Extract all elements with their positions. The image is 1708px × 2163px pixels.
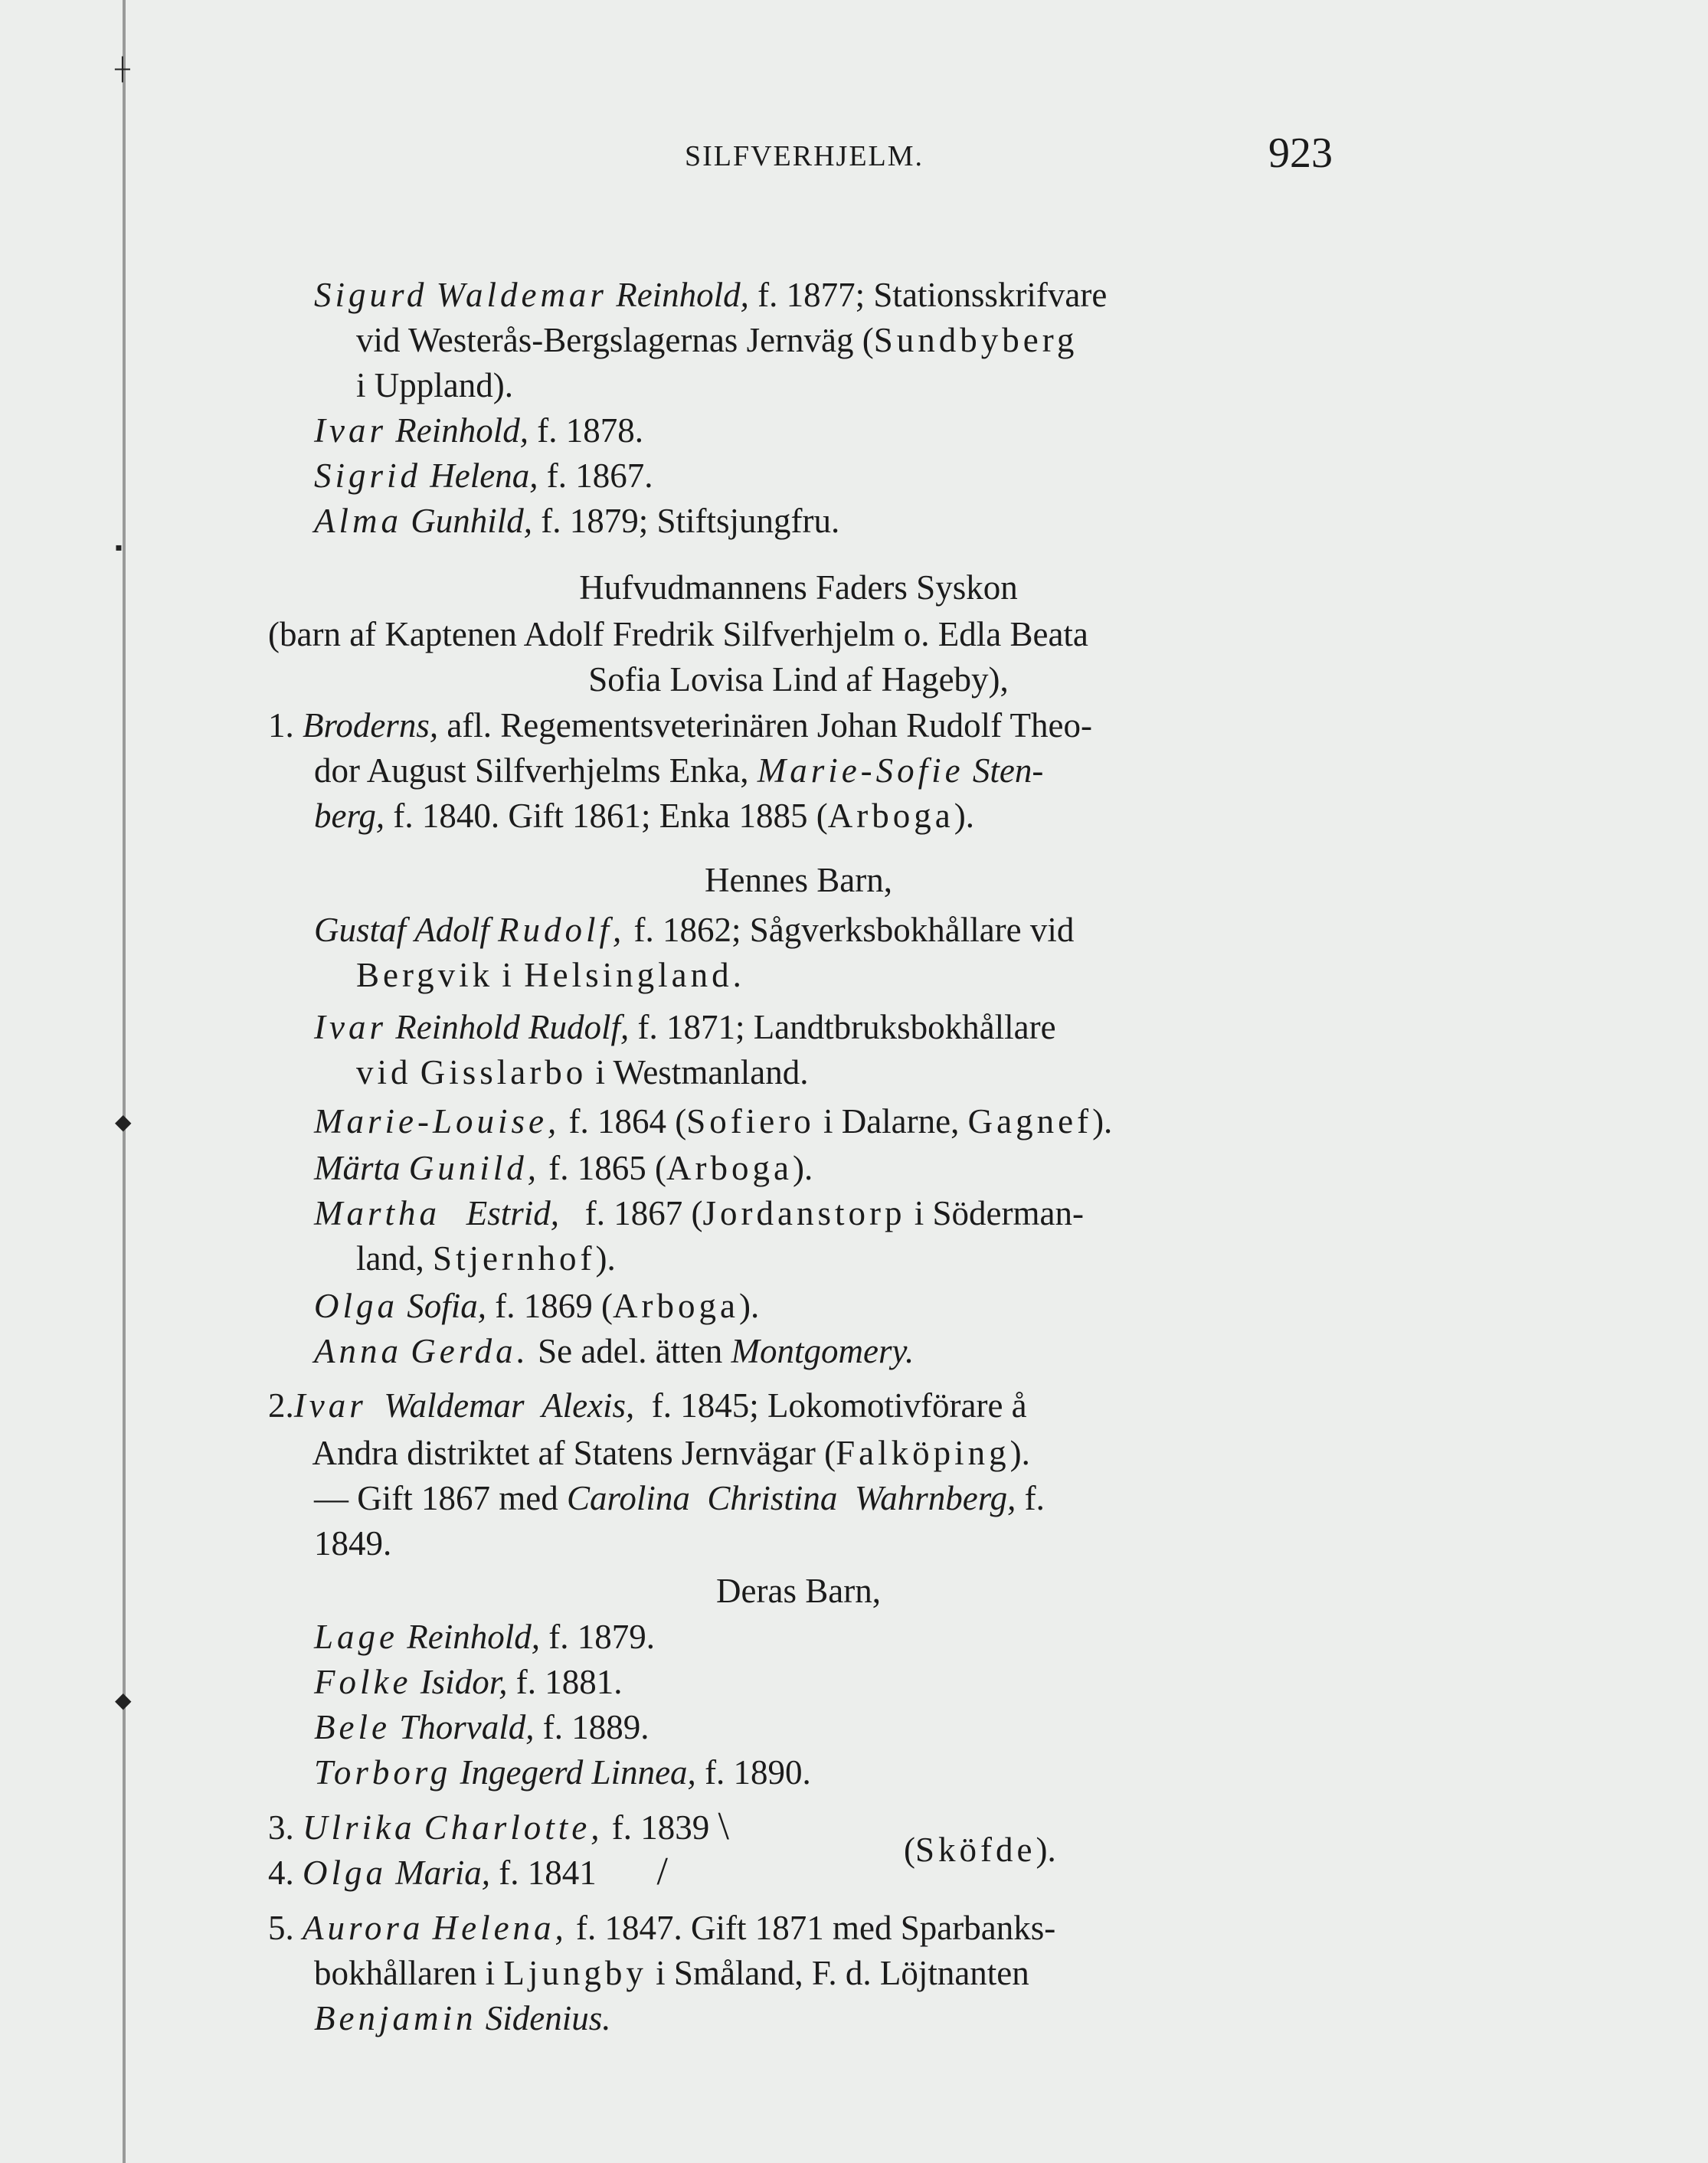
edge-tick-mark: ◆ (115, 1689, 132, 1713)
running-title: SILFVERHJELM. (684, 140, 924, 172)
text-line: 5. Aurora Helena, f. 1847. Gift 1871 med Sparbanks- (268, 1909, 1056, 1947)
text-line: vid Gisslarbo i Westmanland. (356, 1053, 809, 1091)
text-line: Bele Thorvald, f. 1889. (314, 1708, 649, 1746)
text-line: Olga Sofia, f. 1869 (Arboga). (314, 1287, 760, 1325)
page-number: 923 (1268, 129, 1333, 177)
text-line: 4. Olga Maria, f. 1841 / (268, 1850, 668, 1893)
text-line: dor August Silfverhjelms Enka, Marie-Sofie Sten- (314, 751, 1044, 790)
text-line: land, Stjernhof). (356, 1239, 616, 1278)
text-line: Märta Gunild, f. 1865 (Arboga). (314, 1149, 813, 1187)
text-line: Sofia Lovisa Lind af Hageby), (588, 660, 1009, 699)
text-line: Gustaf Adolf Rudolf, f. 1862; Sågverksbokhållare vid (314, 911, 1075, 949)
text-line: Ivar Reinhold Rudolf, f. 1871; Landtbruksbokhållare (314, 1008, 1056, 1046)
text-line: bokhållaren i Ljungby i Småland, F. d. Löjtnanten (314, 1954, 1029, 1992)
text-line: Torborg Ingegerd Linnea, f. 1890. (314, 1753, 811, 1792)
section-heading: Hennes Barn, (705, 861, 892, 899)
text-line: Sigurd Waldemar Reinhold, f. 1877; Stationsskrifvare (314, 276, 1108, 314)
text-line: Folke Isidor, f. 1881. (314, 1663, 623, 1701)
text-line: 1849. (314, 1524, 392, 1563)
section-heading: Hufvudmannens Faders Syskon (579, 568, 1018, 607)
text-line: 3. Ulrika Charlotte, f. 1839 \ (268, 1805, 729, 1848)
text-line: Bergvik i Helsingland. (356, 956, 745, 994)
text-line: — Gift 1867 med Carolina Christina Wahrnberg, f. (314, 1479, 1045, 1517)
binding-edge-line (123, 0, 126, 2163)
text-line: (Sköfde). (904, 1831, 1056, 1869)
section-heading: Deras Barn, (716, 1572, 881, 1610)
text-line: i Uppland). (356, 366, 513, 404)
text-line: Marie-Louise, f. 1864 (Sofiero i Dalarne, Gagnef). (314, 1102, 1113, 1140)
text-line: Alma Gunhild, f. 1879; Stiftsjungfru. (314, 502, 840, 540)
edge-tick-mark: ┼ (115, 57, 130, 81)
text-line: Ivar Reinhold, f. 1878. (314, 411, 643, 450)
edge-tick-mark: ◆ (115, 1111, 132, 1134)
text-line: Martha Estrid, f. 1867 (Jordanstorp i Söderman- (314, 1194, 1084, 1232)
text-line: vid Westerås-Bergslagernas Jernväg (Sundbyberg (356, 321, 1078, 359)
text-line: Lage Reinhold, f. 1879. (314, 1618, 655, 1656)
text-line: Andra distriktet af Statens Jernvägar (Falköping). (312, 1434, 1030, 1472)
page-header (276, 129, 1333, 182)
text-line: 1. Broderns, afl. Regementsveterinären Johan Rudolf Theo- (268, 706, 1092, 744)
text-line: Sigrid Helena, f. 1867. (314, 456, 653, 495)
text-line: (barn af Kaptenen Adolf Fredrik Silfverhjelm o. Edla Beata (268, 615, 1088, 653)
text-line: berg, f. 1840. Gift 1861; Enka 1885 (Arboga). (314, 797, 974, 835)
edge-tick-mark: ▪ (115, 536, 123, 560)
text-line: Anna Gerda. Se adel. ätten Montgomery. (314, 1332, 915, 1370)
text-line: 2.Ivar Waldemar Alexis, f. 1845; Lokomotivförare å (268, 1386, 1027, 1425)
text-line: Benjamin Sidenius. (314, 1999, 611, 2037)
